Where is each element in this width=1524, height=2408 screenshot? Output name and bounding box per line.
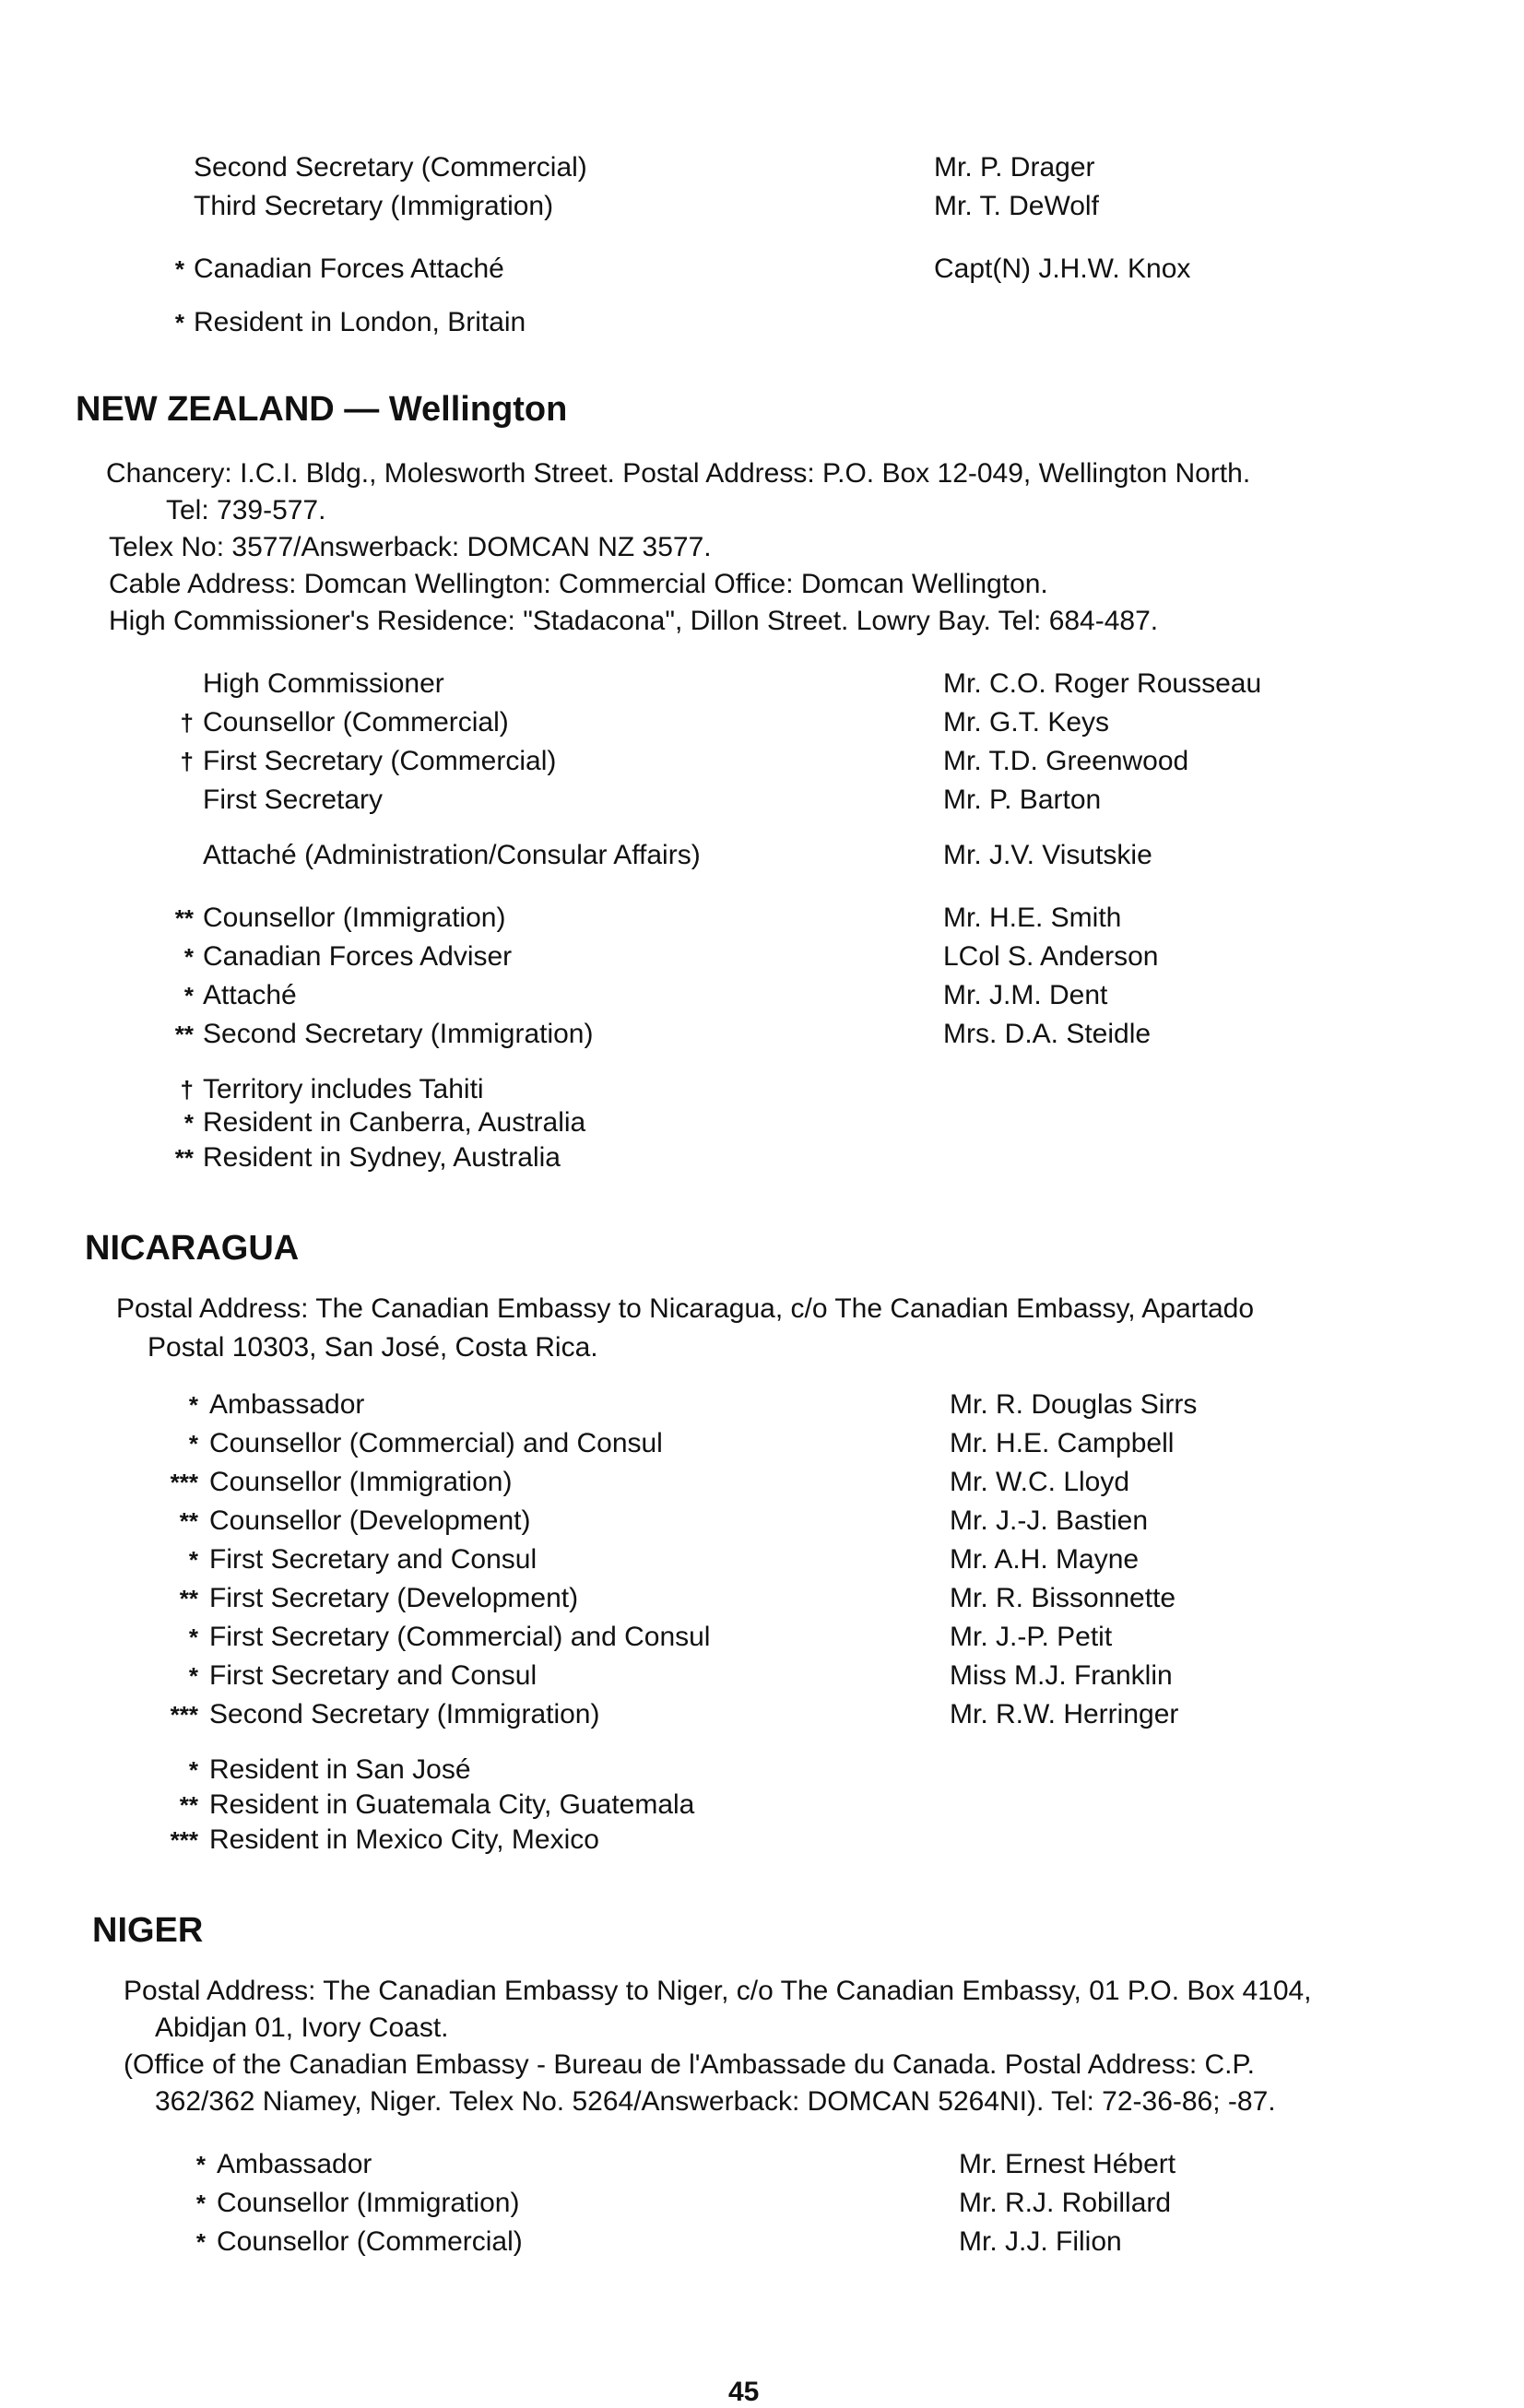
- staff-name: Mr. R.W. Herringer: [950, 1699, 1179, 1729]
- address-line: High Commissioner's Residence: "Stadacona", Dillon Street. Lowry Bay. Tel: 684-487.: [109, 606, 1159, 636]
- staff-marker: **: [179, 1507, 198, 1535]
- staff-marker: *: [195, 2190, 206, 2217]
- staff-title: Ambassador: [217, 2149, 372, 2179]
- staff-title: First Secretary: [203, 785, 384, 815]
- staff-name: Mr. R.J. Robillard: [959, 2188, 1172, 2218]
- page-number: 45: [728, 2377, 760, 2407]
- staff-name: Mr. R. Douglas Sirrs: [950, 1389, 1198, 1420]
- staff-title: First Secretary (Development): [209, 1583, 579, 1613]
- staff-title: Attaché (Administration/Consular Affairs): [203, 840, 701, 870]
- staff-name: Mr. R. Bissonnette: [950, 1583, 1176, 1613]
- address-line: Postal Address: The Canadian Embassy to Nicaragua, c/o The Canadian Embassy, Apartado: [116, 1293, 1255, 1324]
- staff-title: Counsellor (Commercial): [217, 2226, 523, 2257]
- staff-name: Mr. C.O. Roger Rousseau: [943, 668, 1262, 699]
- staff-name: Mr. G.T. Keys: [943, 707, 1110, 738]
- staff-marker: †: [180, 709, 194, 737]
- staff-name: Capt(N) J.H.W. Knox: [934, 254, 1191, 284]
- staff-name: Miss M.J. Franklin: [950, 1660, 1173, 1691]
- staff-marker: *: [183, 943, 194, 971]
- staff-title: Counsellor (Immigration): [217, 2188, 520, 2218]
- staff-title: Second Secretary (Immigration): [203, 1019, 594, 1049]
- footnote-marker: **: [179, 1791, 198, 1819]
- staff-name: Mr. J.-P. Petit: [950, 1622, 1113, 1652]
- country-heading: NEW ZEALAND — Wellington: [76, 390, 568, 429]
- staff-marker: **: [174, 904, 194, 932]
- staff-marker: **: [174, 1021, 194, 1048]
- staff-marker: ***: [170, 1701, 198, 1729]
- footnote-marker: *: [174, 309, 184, 336]
- country-heading: NICARAGUA: [85, 1229, 300, 1268]
- staff-name: Mr. J.-J. Bastien: [950, 1505, 1149, 1536]
- footnote-text: Resident in London, Britain: [194, 307, 526, 337]
- footnote-marker: *: [188, 1756, 198, 1784]
- staff-title: Attaché: [203, 980, 297, 1010]
- staff-title: Counsellor (Development): [209, 1505, 531, 1536]
- staff-name: Mr. T.D. Greenwood: [943, 746, 1189, 776]
- staff-name: LCol S. Anderson: [943, 941, 1159, 972]
- staff-title: Canadian Forces Adviser: [203, 941, 513, 972]
- staff-title: Second Secretary (Immigration): [209, 1699, 600, 1729]
- staff-marker: *: [188, 1623, 198, 1651]
- staff-marker: ***: [170, 1469, 198, 1496]
- staff-title: Third Secretary (Immigration): [194, 191, 554, 221]
- footnote-text: Resident in Sydney, Australia: [203, 1142, 561, 1173]
- footnote-marker: †: [180, 1076, 194, 1104]
- address-line: Abidjan 01, Ivory Coast.: [155, 2013, 449, 2043]
- address-line: (Office of the Canadian Embassy - Bureau de l'Ambassade du Canada. Postal Address: C.P.: [124, 2049, 1255, 2080]
- footnote-text: Resident in Canberra, Australia: [203, 1107, 586, 1138]
- staff-title: First Secretary and Consul: [209, 1544, 538, 1575]
- staff-name: Mr. J.J. Filion: [959, 2226, 1122, 2257]
- footnote-text: Territory includes Tahiti: [203, 1074, 484, 1104]
- staff-name: Mr. P. Barton: [943, 785, 1102, 815]
- footnote-marker: *: [183, 1109, 194, 1137]
- staff-title: Second Secretary (Commercial): [194, 152, 587, 183]
- staff-title: Counsellor (Commercial) and Consul: [209, 1428, 663, 1458]
- staff-title: Canadian Forces Attaché: [194, 254, 504, 284]
- footnote-text: Resident in San José: [209, 1754, 471, 1785]
- staff-title: Ambassador: [209, 1389, 365, 1420]
- staff-name: Mrs. D.A. Steidle: [943, 1019, 1152, 1049]
- staff-marker: †: [180, 748, 194, 775]
- staff-name: Mr. T. DeWolf: [934, 191, 1099, 221]
- staff-marker: *: [188, 1546, 198, 1574]
- footnote-text: Resident in Guatemala City, Guatemala: [209, 1789, 695, 1820]
- address-line: Postal 10303, San José, Costa Rica.: [148, 1332, 598, 1363]
- staff-name: Mr. P. Drager: [934, 152, 1095, 183]
- staff-marker: *: [188, 1662, 198, 1690]
- staff-name: Mr. H.E. Campbell: [950, 1428, 1175, 1458]
- staff-marker: *: [188, 1391, 198, 1419]
- address-line: Telex No: 3577/Answerback: DOMCAN NZ 3577.: [109, 532, 712, 562]
- address-line: 362/362 Niamey, Niger. Telex No. 5264/Answerback: DOMCAN 5264NI). Tel: 72-36-86; -87.: [155, 2086, 1276, 2117]
- staff-title: First Secretary and Consul: [209, 1660, 538, 1691]
- staff-title: Counsellor (Immigration): [209, 1467, 513, 1497]
- address-line: Postal Address: The Canadian Embassy to Niger, c/o The Canadian Embassy, 01 P.O. Box 4104,: [124, 1976, 1312, 2006]
- staff-marker: *: [183, 982, 194, 1009]
- address-line: Cable Address: Domcan Wellington: Commercial Office: Domcan Wellington.: [109, 569, 1048, 599]
- footnote-marker: ***: [170, 1826, 198, 1854]
- staff-title: First Secretary (Commercial) and Consul: [209, 1622, 711, 1652]
- staff-name: Mr. H.E. Smith: [943, 903, 1122, 933]
- footnote-marker: **: [174, 1144, 194, 1172]
- staff-marker: *: [195, 2151, 206, 2178]
- staff-name: Mr. J.M. Dent: [943, 980, 1108, 1010]
- footnote-text: Resident in Mexico City, Mexico: [209, 1824, 599, 1855]
- staff-marker: *: [174, 255, 184, 283]
- address-line: Tel: 739-577.: [166, 495, 326, 525]
- staff-name: Mr. A.H. Mayne: [950, 1544, 1140, 1575]
- staff-marker: *: [188, 1430, 198, 1458]
- staff-title: Counsellor (Commercial): [203, 707, 509, 738]
- country-heading: NIGER: [92, 1911, 204, 1950]
- address-line: Chancery: I.C.I. Bldg., Molesworth Street. Postal Address: P.O. Box 12-049, Wellington North.: [106, 458, 1251, 489]
- staff-name: Mr. Ernest Hébert: [959, 2149, 1176, 2179]
- staff-marker: **: [179, 1585, 198, 1612]
- staff-name: Mr. J.V. Visutskie: [943, 840, 1152, 870]
- staff-marker: *: [195, 2228, 206, 2256]
- staff-title: Counsellor (Immigration): [203, 903, 506, 933]
- staff-title: High Commissioner: [203, 668, 444, 699]
- staff-name: Mr. W.C. Lloyd: [950, 1467, 1130, 1497]
- staff-title: First Secretary (Commercial): [203, 746, 557, 776]
